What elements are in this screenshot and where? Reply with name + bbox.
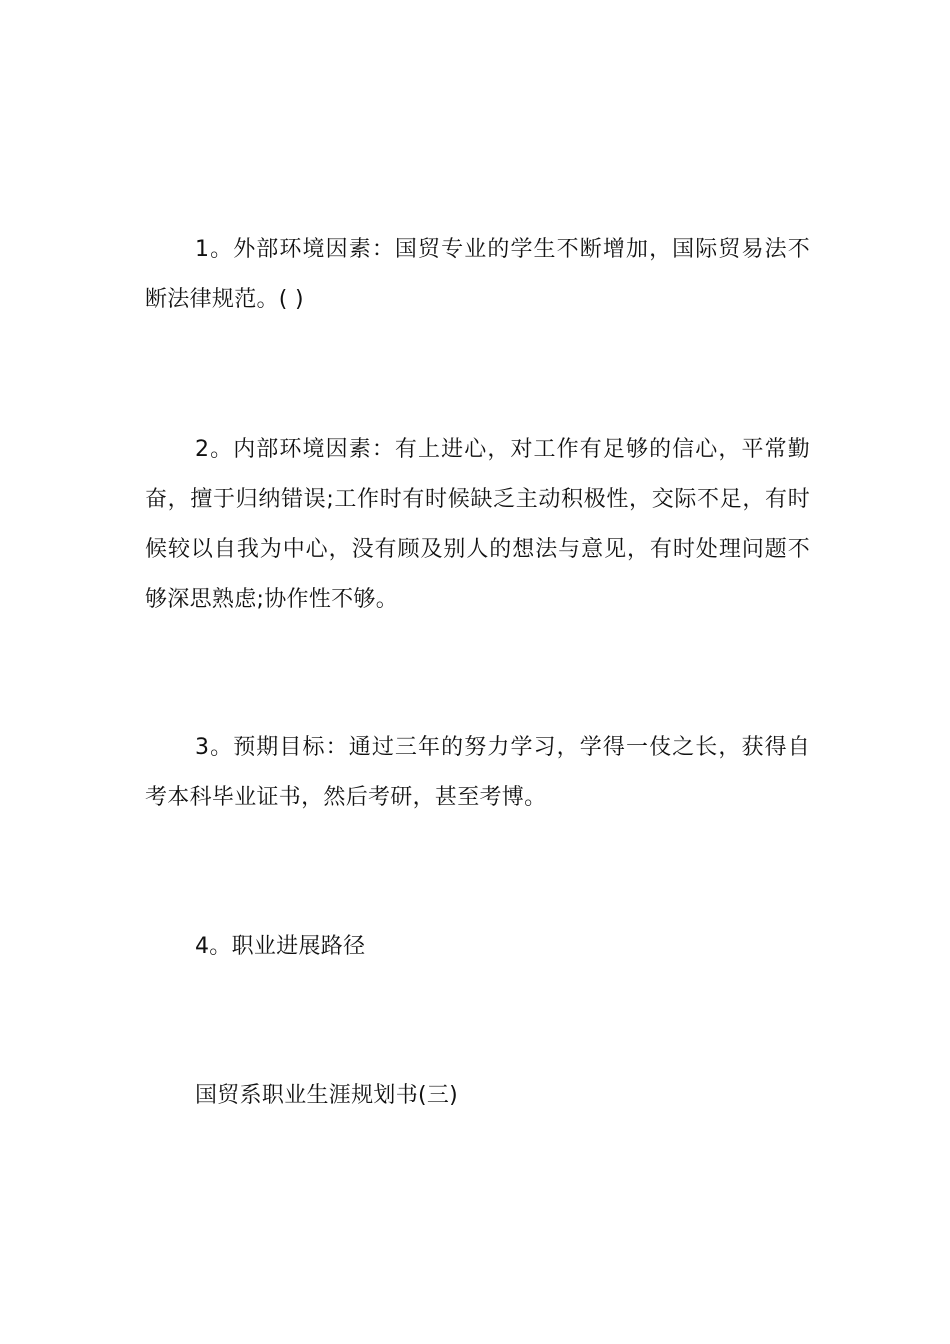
paragraph-career-path: 4。职业进展路径 <box>195 934 366 959</box>
section-title: 国贸系职业生涯规划书(三) <box>195 1083 459 1108</box>
paragraph-internal-factors: 2。内部环境因素：有上进心，对工作有足够的信心，平常勤奋，擅于归纳错误;工作时有时候缺乏主动积极性，交际不足，有时候较以自我为中心，没有顾及别人的想法与意见，有时处理问题不够深思熟虑;协作性不够。 <box>145 437 810 612</box>
paragraph-expected-goals: 3。预期目标：通过三年的努力学习，学得一伎之长，获得自考本科毕业证书，然后考研，甚至考博。 <box>145 735 810 810</box>
paragraph-external-factors: 1。外部环境因素：国贸专业的学生不断增加，国际贸易法不断法律规范。( ) <box>145 237 810 312</box>
